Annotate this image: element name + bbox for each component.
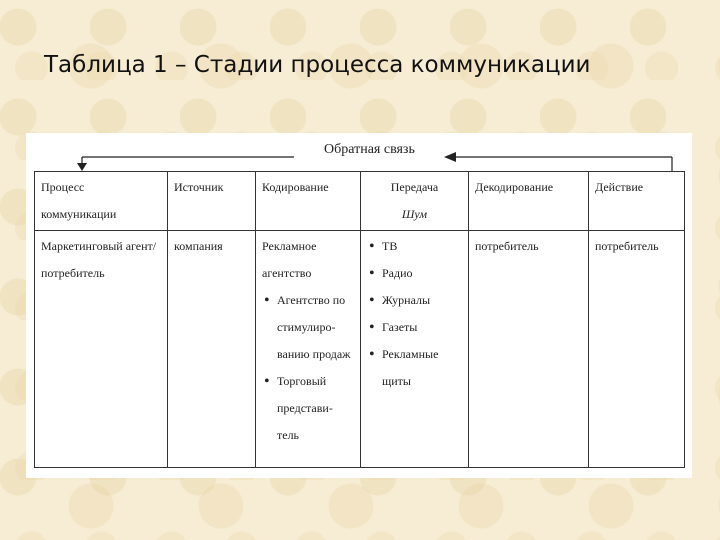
header-transmission bbox=[361, 172, 469, 231]
list-item: • Агентство по стимулиро-ванию продаж bbox=[277, 287, 354, 368]
cell-source: компания bbox=[168, 231, 256, 468]
header-process: Процесс коммуникации bbox=[35, 172, 168, 231]
encoding-list bbox=[262, 287, 354, 449]
list-item: • Газеты bbox=[382, 314, 462, 341]
communication-table-figure bbox=[26, 133, 692, 478]
stages-table bbox=[34, 171, 685, 468]
cell-process: Маркетинговый агент/потребитель bbox=[35, 231, 168, 468]
slide-title: Таблица 1 – Стадии процесса коммуникации bbox=[44, 52, 591, 78]
list-item: • ТВ bbox=[382, 233, 462, 260]
header-encoding: Кодирование bbox=[256, 172, 361, 231]
cell-action: потребитель bbox=[589, 231, 685, 468]
cell-decoding: потребитель bbox=[469, 231, 589, 468]
list-item: • Журналы bbox=[382, 287, 462, 314]
cell-transmission bbox=[361, 231, 469, 468]
header-source: Источник bbox=[168, 172, 256, 231]
header-transmission-label: Передача bbox=[390, 180, 439, 194]
noise-label: Шум bbox=[401, 207, 428, 221]
list-item: • Торговый представи-тель bbox=[277, 368, 354, 449]
header-decoding: Декодирование bbox=[469, 172, 589, 231]
list-item: • Рекламные щиты bbox=[382, 341, 462, 395]
transmission-list bbox=[367, 233, 462, 395]
cell-encoding bbox=[256, 231, 361, 468]
encoding-intro: Рекламное агентство bbox=[262, 239, 317, 280]
feedback-label: Обратная связь bbox=[324, 142, 415, 157]
table-row bbox=[35, 231, 685, 468]
table-header-row bbox=[35, 172, 685, 231]
list-item: • Радио bbox=[382, 260, 462, 287]
header-action: Действие bbox=[589, 172, 685, 231]
